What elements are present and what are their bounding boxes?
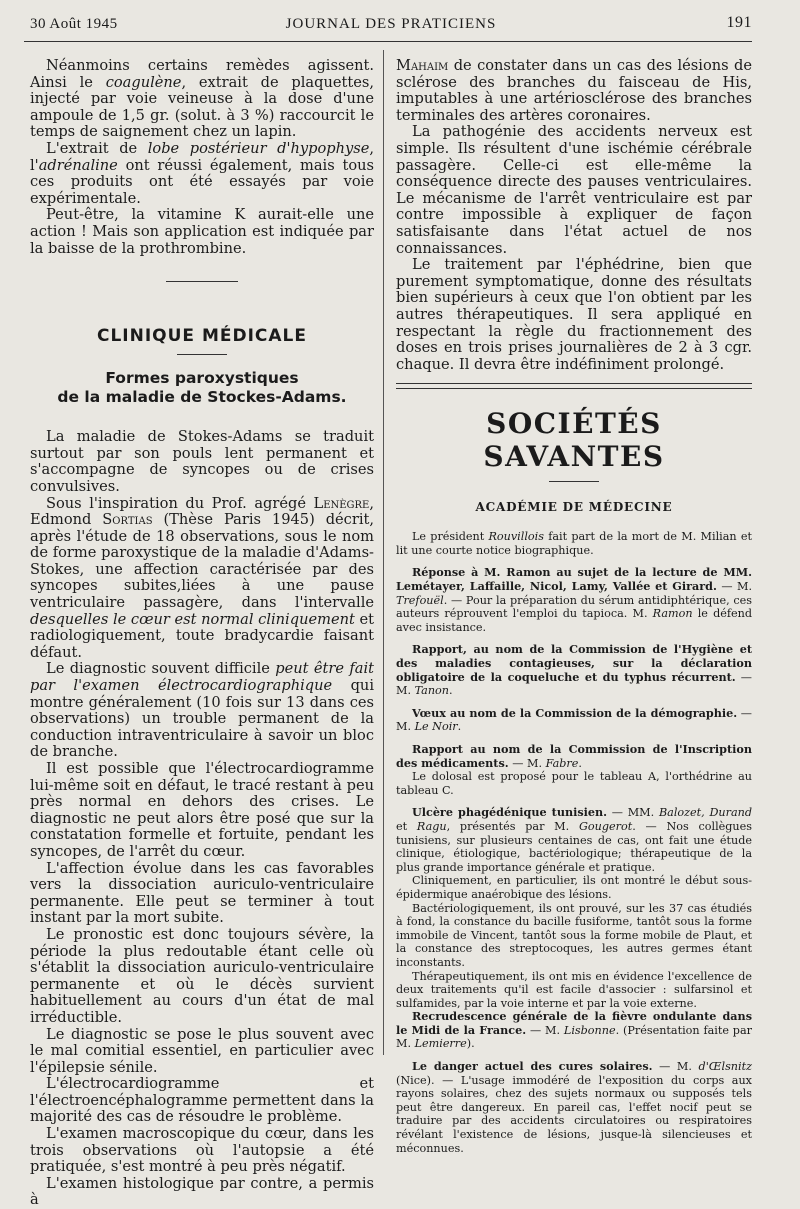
report-item: Rapport au nom de la Commission de l'Inscription des médicaments. — M. Fabre.: [396, 742, 752, 770]
header-date: 30 Août 1945: [30, 16, 118, 32]
separator-rule: [166, 281, 238, 282]
article-paragraph: L'examen macroscopique du cœur, dans les trois observations où l'autopsie a été pratiquée, s'est montré à peu près négatif.: [30, 1125, 374, 1176]
report-detail: Bactériologiquement, ils ont prouvé, sur les 37 cas étudiés à fond, la constance du bacille fusiforme, tantôt sous la forme immobile de Vincent, tantôt sous la forme mobile de Plaut, et la constance des streptocoques, les autres germes étant inconstants.: [396, 901, 752, 969]
academie-heading: ACADÉMIE DE MÉDECINE: [475, 500, 673, 515]
intro-paragraph-3: Peut-être, la vitamine K aurait-elle une action ! Mais son application est indiquée par la baisse de la prothrombine.: [30, 206, 374, 257]
report-item: Le danger actuel des cures solaires. — M. d'Œlsnitz (Nice). — L'usage immodéré de l'exposition du corps aux rayons solaires, chez des sujets normaux ou supposés tels peut être dangereux. En pareil cas, l'effet nocif peut se traduire par des accidents circulatoires ou respiratoires révélant l'existence de lésions, jusque-là silencieuses et méconnues.: [396, 1059, 752, 1155]
double-rule: [396, 383, 752, 389]
header-rule: [24, 41, 752, 42]
article-paragraph: La pathogénie des accidents nerveux est simple. Ils résultent d'une ischémie cérébrale passagère. Celle-ci est elle-même la conséquence directe des pauses ventriculaires. Le mécanisme de l'arrêt ventriculaire est par contre impossible à expliquer de façon satisfaisante dans l'état actuel de nos connaissances.: [396, 123, 752, 257]
intro-paragraph-2: L'extrait de lobe postérieur d'hypophyse, l'adrénaline ont réussi également, mais tous ces produits ont été essayés par voie expérimentale.: [30, 139, 374, 207]
article-paragraph: Le pronostic est donc toujours sévère, la période la plus redoutable étant celle où s'établit la dissociation auriculo-ventriculaire permanente et où le décès survient habituellement au cours d'un état de mal irréductible.: [30, 925, 374, 1026]
article-paragraph: L'affection évolue dans les cas favorables vers la dissociation auriculo-ventriculaire permanente. Elle peut se terminer à tout instant par la mort subite.: [30, 859, 374, 927]
report-item: Réponse à M. Ramon au sujet de la lecture de MM. Lemétayer, Laffaille, Nicol, Lamy, Vallée et Girard. — M. Trefouël. — Pour la préparation du sérum antidiphtérique, ces auteurs réprouvent l'emploi du tapioca. M. Ramon le défend avec insistance.: [396, 565, 753, 634]
report-item: Ulcère phagédénique tunisien. — MM. Balozet, Durand et Ragu, présentés par M. Gougerot. — Nos collègues tunisiens, sur plusieurs centaines de cas, ont fait une étude clinique, étiologique, bactériologique; thérapeutique de la plus grande importance générale et pratique.: [396, 805, 753, 874]
article-paragraph: Le diagnostic souvent difficile peut être fait par l'examen électrocardiographique qui montre généralement (10 fois sur 13 dans ces observations) un trouble permanent de la conduction intraventriculaire à savoir un bloc de branche.: [30, 660, 374, 761]
right-column: [396, 58, 752, 1155]
page-number: 191: [726, 14, 752, 31]
article-paragraph: Le diagnostic se pose le plus souvent avec le mal comitial essentiel, en particulier avec l'épilepsie sénile.: [30, 1025, 374, 1076]
column-divider: [383, 50, 384, 1055]
section-title-rule: [177, 354, 227, 355]
heading-rule: [549, 481, 599, 482]
article-paragraph: La maladie de Stokes-Adams se traduit surtout par son pouls lent permanent et s'accompagne de syncopes ou de crises convulsives.: [30, 428, 374, 495]
report-item: Vœux au nom de la Commission de la démographie. — M. Le Noir.: [396, 705, 752, 734]
report-detail: Le dolosal est proposé pour le tableau A, l'orthédrine au tableau C.: [396, 770, 752, 797]
report-detail: Cliniquement, en particulier, ils ont montré le début sous-épidermique anaérobique des lésions.: [396, 874, 752, 901]
article-paragraph: Le traitement par l'éphédrine, bien que purement symptomatique, donne des résultats bien supérieurs à ceux que l'on obtient par les autres thérapeutiques. Il sera appliqué en respectant la règle du fractionnement des doses en trois prises journalières de 2 à 3 cgr. chaque. Il devra être indéfiniment prolongé.: [396, 256, 752, 373]
page-header: [30, 14, 752, 40]
article-continuation: Mahaim de constater dans un cas des lésions de sclérose des branches du faisceau de His, imputables à une artériosclérose des branches terminales des artères coronaires.: [396, 57, 752, 124]
journal-title: JOURNAL DES PRATICIENS: [285, 16, 497, 32]
article-title: Formes paroxystiques de la maladie de Stockes-Adams.: [57, 369, 347, 407]
report-item: Recrudescence générale de la fièvre ondulante dans le Midi de la France. — M. Lisbonne. (Présentation faite par M. Lemierre).: [396, 1009, 752, 1051]
societies-heading: SOCIÉTÉS SAVANTES: [483, 407, 665, 474]
section-title: CLINIQUE MÉDICALE: [96, 326, 308, 347]
article-paragraph: Il est possible que l'électrocardiogramme lui-même soit en défaut, le tracé restant à peu près normal en dehors des crises. Le diagnostic ne peut alors être posé que sur la constatation formelle et fortuite, pendant les syncopes, de l'arrêt du cœur.: [30, 760, 374, 860]
report-item: Rapport, au nom de la Commission de l'Hygiène et des maladies contagieuses, sur la déclaration obligatoire de la coqueluche et du typhus récurrent. — M. Tanon.: [396, 642, 752, 698]
intro-paragraph-1: Néanmoins certains remèdes agissent. Ainsi le coagulène, extrait de plaquettes, injecté par voie veineuse à la dose d'une ampoule de 1,5 gr. (solut. à 3 %) raccourcit le temps de saignement chez un lapin.: [30, 57, 374, 141]
report-item: Le président Rouvillois fait part de la mort de M. Milian et lit une courte notice biographique.: [396, 530, 752, 557]
report-detail: Thérapeutiquement, ils ont mis en évidence l'excellence de deux traitements qu'il est facile d'associer : sulfarsinol et sulfamides, par la voie interne et par la voie externe.: [396, 969, 752, 1010]
article-paragraph: Sous l'inspiration du Prof. agrégé Lenègre, Edmond Sortias (Thèse Paris 1945) décrit, après l'étude de 18 observations, sous le nom de forme paroxystique de la maladie d'Adams-Stokes, une affection caractérisée par des syncopes subites,liées à une pause ventriculaire passagère, dans l'intervalle desquelles le cœur est normal cliniquement et radiologiquement, toute bradycardie faisant défaut.: [30, 494, 375, 661]
article-paragraph: L'examen histologique par contre, a permis à: [30, 1174, 374, 1209]
left-column: [30, 58, 374, 1209]
article-paragraph: L'électrocardiogramme et l'électroencéphalogramme permettent dans la majorité des cas de résoudre le problème.: [30, 1075, 374, 1126]
